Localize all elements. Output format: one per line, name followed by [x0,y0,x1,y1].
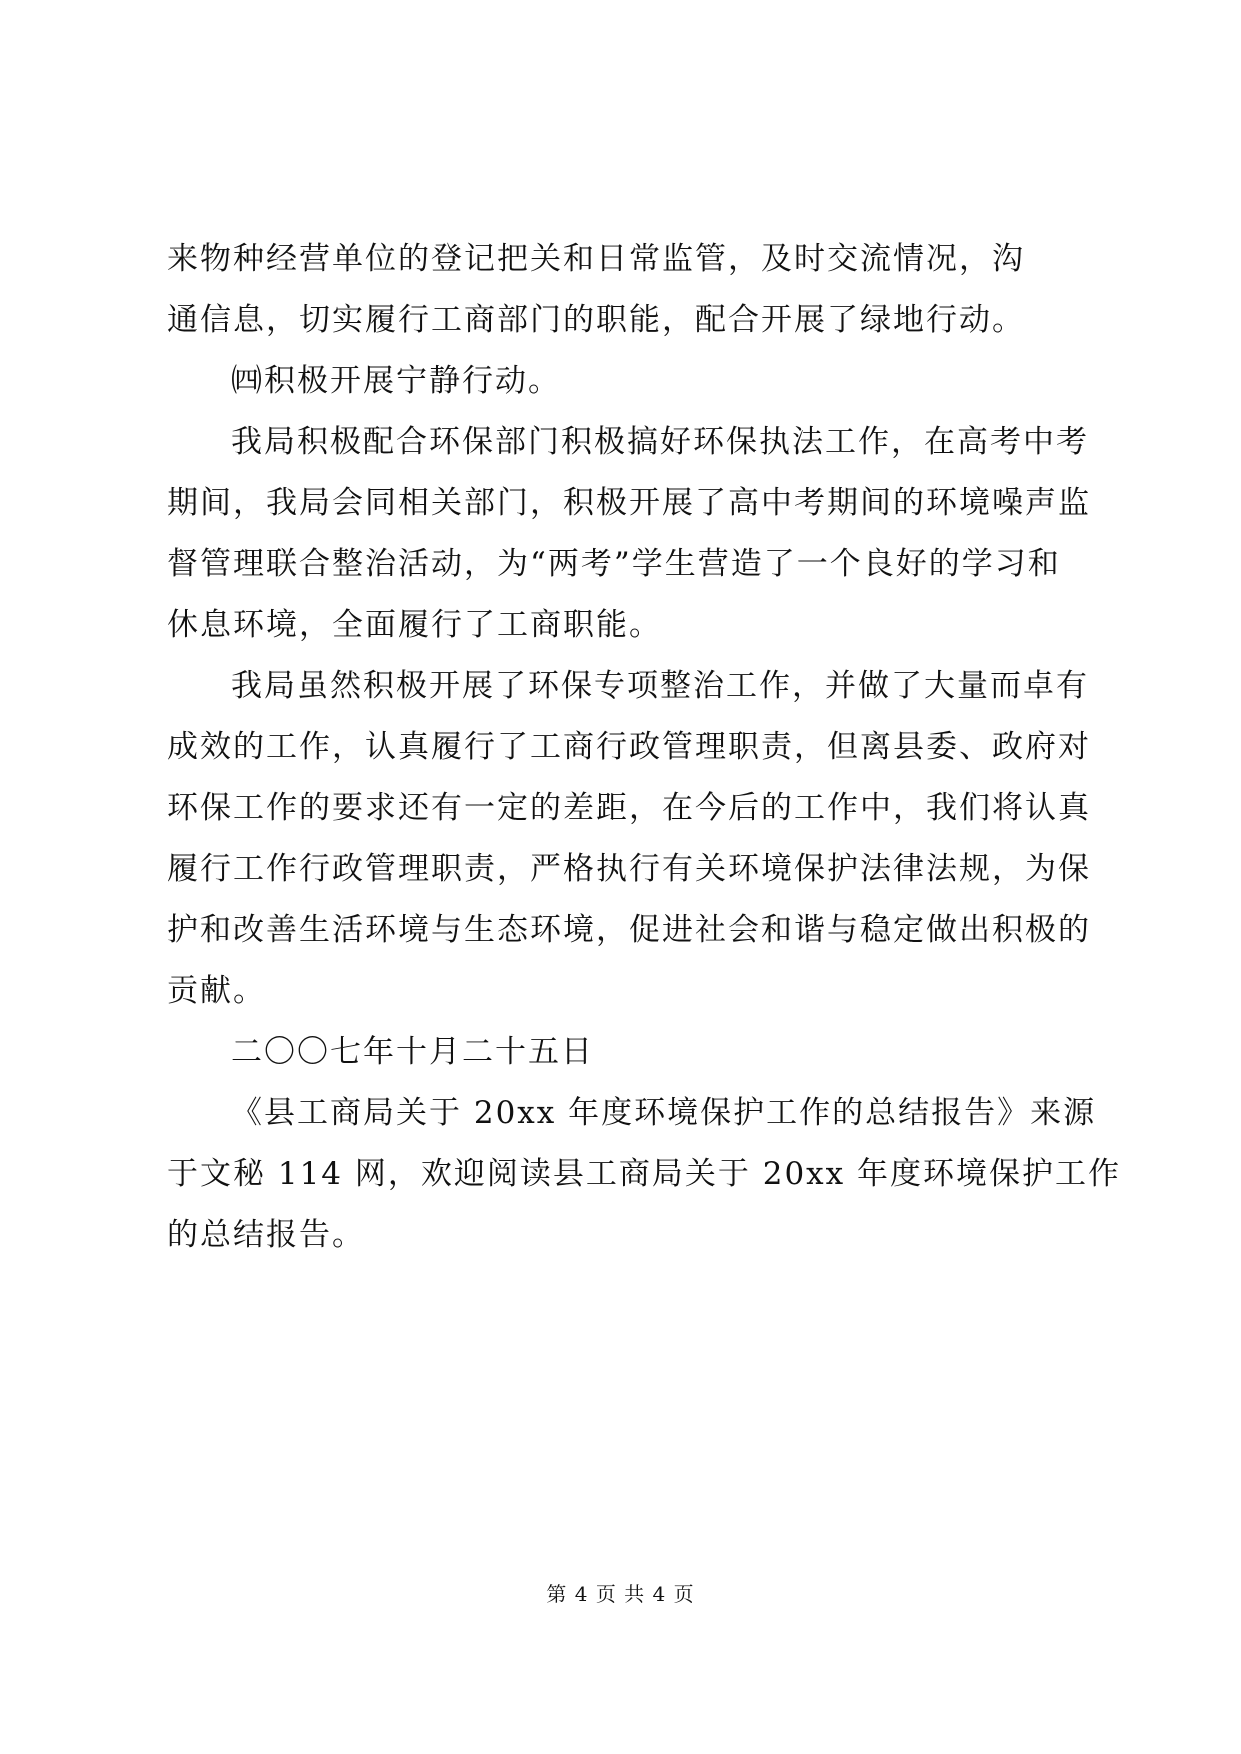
text-line: 二〇〇七年十月二十五日 [231,1034,594,1070]
text-line: 《县工商局关于 20xx 年度环境保护工作的总结报告》来源 [231,1095,1097,1131]
paragraph [167,229,1077,351]
text-line: 贡献。 [167,973,266,1009]
text-line: 的总结报告。 [167,1217,365,1253]
page-number: 第 4 页 共 4 页 [546,1582,695,1606]
text-line: 休息环境，全面履行了工商职能。 [167,607,662,643]
paragraph [167,412,1091,656]
text-line: 期间，我局会同相关部门，积极开展了高中考期间的环境噪声监 [167,485,1091,521]
document-body [167,229,1121,1266]
text-line: 护和改善生活环境与生态环境，促进社会和谐与稳定做出积极的 [167,912,1091,948]
text-line: 成效的工作，认真履行了工商行政管理职责，但离县委、政府对 [167,729,1091,765]
paragraph [167,656,1091,1022]
text-line: 我局虽然积极开展了环保专项整治工作，并做了大量而卓有 [231,668,1089,704]
text-line: 于文秘 114 网，欢迎阅读县工商局关于 20xx 年度环境保护工作 [167,1156,1121,1192]
paragraph [167,1083,1121,1266]
text-line: ㈣积极开展宁静行动。 [231,363,561,399]
text-line: 来物种经营单位的登记把关和日常监管，及时交流情况，沟 [167,241,1025,277]
text-line: 通信息，切实履行工商部门的职能，配合开展了绿地行动。 [167,302,1025,338]
date-line [167,1022,1077,1083]
text-line: 环保工作的要求还有一定的差距，在今后的工作中，我们将认真 [167,790,1091,826]
text-line: 我局积极配合环保部门积极搞好环保执法工作，在高考中考 [231,424,1089,460]
text-line: 履行工作行政管理职责，严格执行有关环境保护法律法规，为保 [167,851,1091,887]
page-footer [0,1580,1241,1608]
section-heading [167,351,1077,412]
text-line: 督管理联合整治活动，为“两考”学生营造了一个良好的学习和 [167,546,1061,582]
